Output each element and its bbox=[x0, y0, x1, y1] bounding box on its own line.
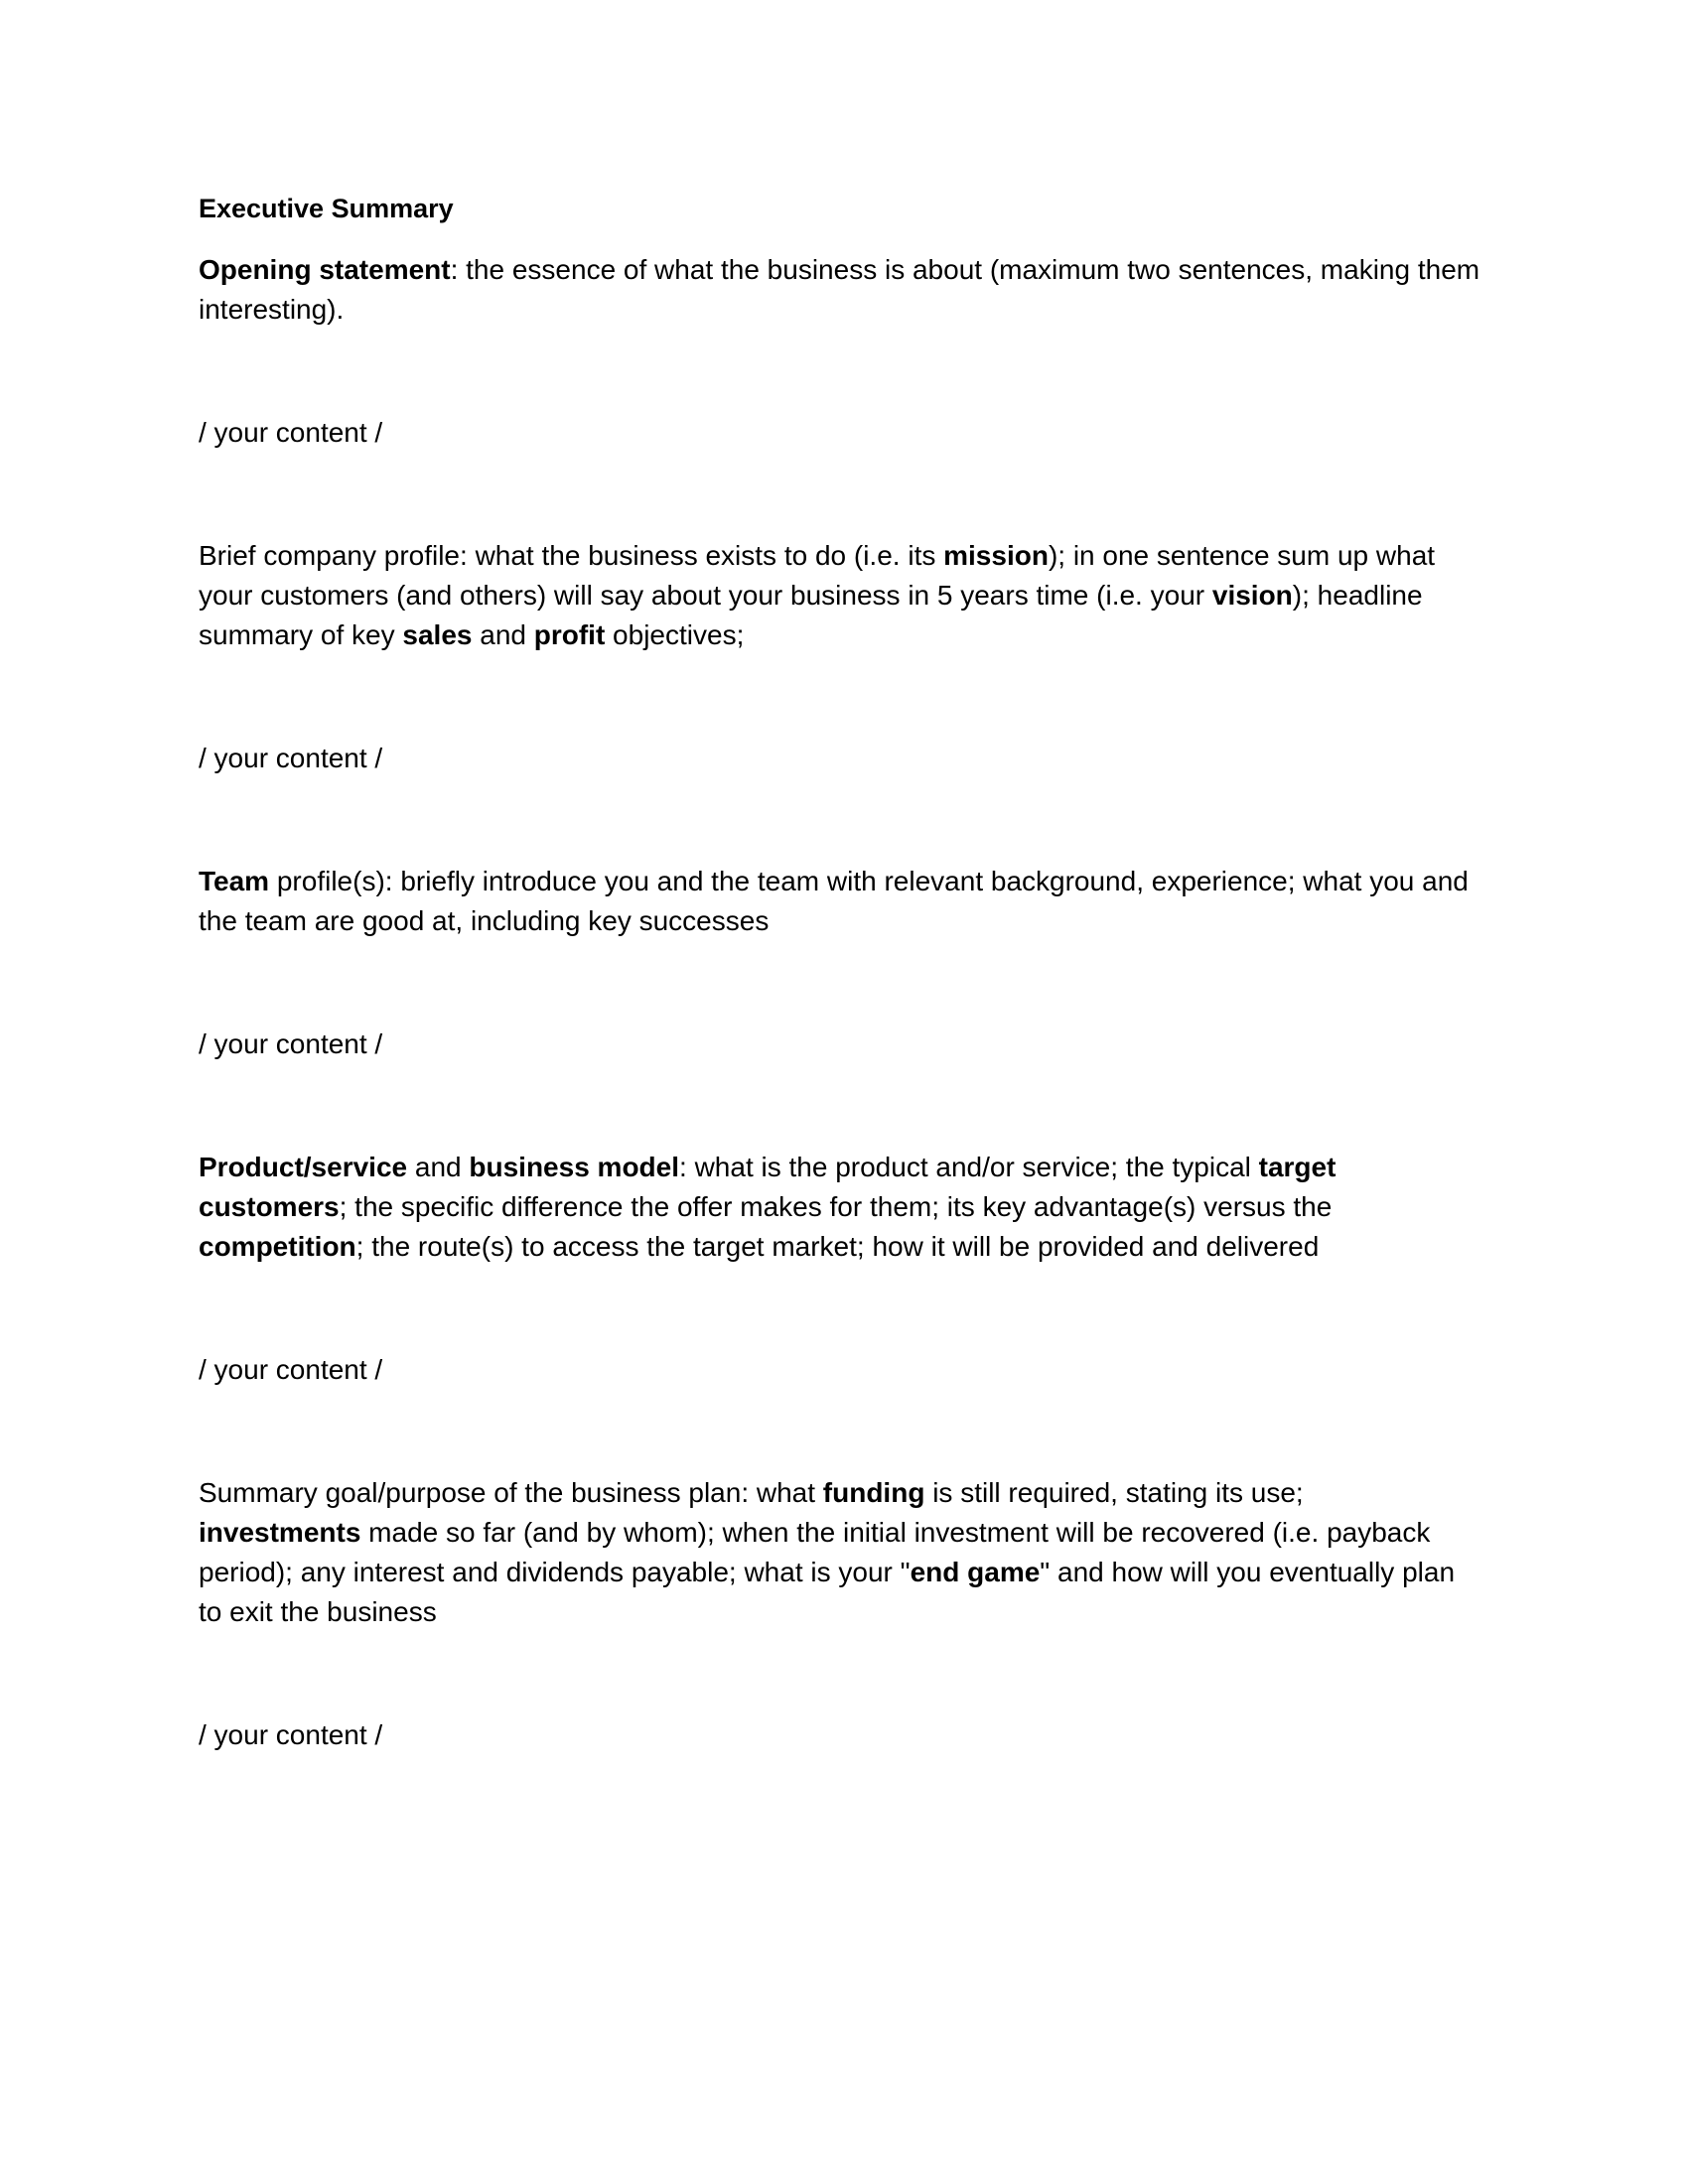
instruction-text: made so far (and by whom); when the initial investment will be recovered (i.e. payback period); any interest and dividends payable; what is your " bbox=[199, 1517, 1431, 1587]
section-opening-statement bbox=[199, 250, 1509, 453]
instruction-text: and bbox=[407, 1152, 470, 1182]
section-instruction bbox=[199, 1473, 1470, 1632]
content-placeholder[interactable]: / your content / bbox=[199, 417, 383, 448]
instruction-text: ; the route(s) to access the target market; how it will be provided and delivered bbox=[355, 1231, 1320, 1262]
bold-term: profit bbox=[533, 619, 606, 650]
instruction-text: Summary goal/purpose of the business plan: what bbox=[199, 1477, 823, 1508]
instruction-text: ; the specific difference the offer makes for them; its key advantage(s) versus the bbox=[339, 1191, 1333, 1222]
section-goal-purpose bbox=[199, 1473, 1509, 1755]
document-title: Executive Summary bbox=[199, 194, 454, 223]
section-instruction bbox=[199, 1148, 1489, 1267]
content-placeholder[interactable]: / your content / bbox=[199, 1354, 383, 1385]
section-team-profile bbox=[199, 862, 1509, 1064]
bold-term: business model bbox=[469, 1152, 680, 1182]
bold-term: vision bbox=[1211, 580, 1293, 611]
section-company-profile bbox=[199, 536, 1509, 778]
section-instruction bbox=[199, 862, 1509, 941]
bold-term: investments bbox=[199, 1517, 361, 1548]
content-placeholder[interactable]: / your content / bbox=[199, 1719, 383, 1750]
instruction-text: : what is the product and/or service; the typical bbox=[679, 1152, 1259, 1182]
document-page bbox=[199, 189, 1509, 1755]
section-product-service bbox=[199, 1148, 1509, 1390]
bold-term: end game bbox=[910, 1557, 1041, 1587]
content-placeholder[interactable]: / your content / bbox=[199, 1028, 383, 1059]
instruction-text: objectives; bbox=[605, 619, 745, 650]
instruction-text: : the essence of what the business is about (maximum two sentences, making them interesting). bbox=[199, 254, 1480, 325]
section-instruction bbox=[199, 536, 1489, 655]
bold-term: mission bbox=[943, 540, 1049, 571]
bold-term: Team bbox=[199, 866, 270, 896]
instruction-text: and bbox=[472, 619, 534, 650]
bold-term: competition bbox=[199, 1231, 356, 1262]
instruction-text: Brief company profile: what the business exists to do (i.e. its bbox=[199, 540, 944, 571]
instruction-text: ); headline summary of key bbox=[199, 580, 1423, 650]
instruction-text: profile(s): briefly introduce you and the team with relevant background, experience; what you and the team are good at, including key successes bbox=[199, 866, 1469, 936]
bold-term: funding bbox=[822, 1477, 925, 1508]
instruction-text: ); in one sentence sum up what your customers (and others) will say about your business in 5 years time (i.e. your bbox=[199, 540, 1436, 611]
bold-term: target customers bbox=[199, 1152, 1336, 1222]
section-instruction bbox=[199, 250, 1489, 330]
bold-term: sales bbox=[402, 619, 473, 650]
bold-term: Opening statement bbox=[199, 254, 451, 285]
bold-term: Product/service bbox=[199, 1152, 408, 1182]
instruction-text: is still required, stating its use; bbox=[924, 1477, 1304, 1508]
content-placeholder[interactable]: / your content / bbox=[199, 743, 383, 773]
instruction-text: " and how will you eventually plan to exit the business bbox=[199, 1557, 1456, 1627]
